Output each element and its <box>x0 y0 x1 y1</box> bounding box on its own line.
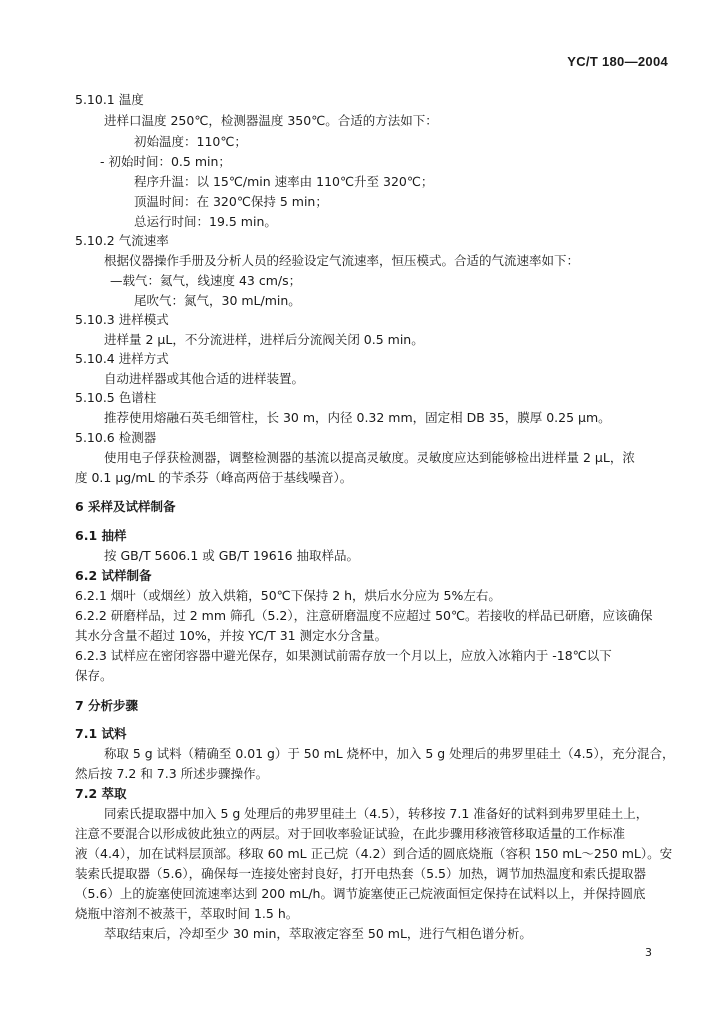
paragraph-line: 使用电子俘获检测器，调整检测器的基流以提高灵敏度。灵敏度应达到能够检出进样量 2 μL，浓 <box>104 450 635 465</box>
page-number: 3 <box>645 946 652 959</box>
paragraph-line: 6.2.2 研磨样品，过 2 mm 筛孔（5.2），注意研磨温度不应超过 50℃。若接收的样品已研磨，应该确保 <box>75 608 653 623</box>
paragraph-line: 同索氏提取器中加入 5 g 处理后的弗罗里硅土（4.5），转移按 7.1 准备好的试料到弗罗里硅土上， <box>104 806 649 821</box>
paragraph-line: 按 GB/T 5606.1 或 GB/T 19616 抽取样品。 <box>104 548 360 563</box>
paragraph-line: 6.2.3 试样应在密闭容器中避光保存，如果测试前需存放一个月以上，应放入冰箱内于 -18℃以下 <box>75 648 612 663</box>
section-heading: 6 采样及试样制备 <box>75 499 176 514</box>
subsection-heading: 5.10.1 温度 <box>75 92 144 107</box>
subsection-heading: 5.10.5 色谱柱 <box>75 390 157 405</box>
subsection-heading: 7.1 试料 <box>75 726 127 741</box>
paragraph-line: 推荐使用熔融石英毛细管柱，长 30 m，内径 0.32 mm，固定相 DB 35，膜厚 0.25 μm。 <box>104 410 611 425</box>
paragraph-line: 进样口温度 250℃，检测器温度 350℃。合适的方法如下： <box>104 113 438 128</box>
paragraph-line: 烧瓶中溶剂不被蒸干，萃取时间 1.5 h。 <box>75 906 299 921</box>
subsection-heading: 5.10.3 进样模式 <box>75 312 169 327</box>
paragraph-line: 其水分含量不超过 10%，并按 YC/T 31 测定水分含量。 <box>75 628 388 643</box>
subsection-heading: 6.1 抽样 <box>75 528 127 543</box>
subsection-heading: 5.10.6 检测器 <box>75 430 157 445</box>
paragraph-line: 液（4.4），加在试料层顶部。移取 60 mL 正己烷（4.2）到合适的圆底烧瓶（容积 150 mL～250 mL）。安 <box>75 846 673 861</box>
paragraph-line: 根据仪器操作手册及分析人员的经验设定气流速率，恒压模式。合适的气流速率如下： <box>104 253 580 268</box>
paragraph-line: 然后按 7.2 和 7.3 所述步骤操作。 <box>75 766 269 781</box>
paragraph-line: 注意不要混合以形成彼此独立的两层。对于回收率验证试验，在此步骤用移液管移取适量的工作标准 <box>75 826 626 841</box>
paragraph-line: 6.2.1 烟叶（或烟丝）放入烘箱，50℃下保持 2 h，烘后水分应为 5%左右。 <box>75 588 501 603</box>
paragraph-line: 称取 5 g 试料（精确至 0.01 g）于 50 mL 烧杯中，加入 5 g 处理后的弗罗里硅土（4.5），充分混合， <box>104 746 675 761</box>
list-item: 尾吹气：氮气，30 mL/min。 <box>134 293 301 308</box>
list-item: 总运行时间：19.5 min。 <box>134 214 277 229</box>
list-item: - 初始时间：0.5 min； <box>100 154 231 169</box>
list-item: 初始温度：110℃； <box>134 134 247 149</box>
paragraph-line: 装索氏提取器（5.6），确保每一连接处密封良好，打开电热套（5.5）加热，调节加热温度和索氏提取器 <box>75 866 647 881</box>
subsection-heading: 5.10.2 气流速率 <box>75 233 169 248</box>
subsection-heading: 5.10.4 进样方式 <box>75 351 169 366</box>
paragraph-line: 萃取结束后，冷却至少 30 min，萃取液定容至 50 mL，进行气相色谱分析。 <box>104 926 532 941</box>
section-heading: 7 分析步骤 <box>75 698 139 713</box>
subsection-heading: 6.2 试样制备 <box>75 568 152 583</box>
list-item: 顶温时间：在 320℃保持 5 min； <box>134 194 328 209</box>
paragraph-line: （5.6）上的旋塞使回流速率达到 200 mL/h。调节旋塞使正己烷液面恒定保持在试料以上，并保持圆底 <box>75 886 646 901</box>
document-code-header: YC/T 180—2004 <box>567 54 668 69</box>
paragraph-line: 保存。 <box>75 668 113 683</box>
list-item: 程序升温：以 15℃/min 速率由 110℃升至 320℃； <box>134 174 434 189</box>
paragraph-line: 自动进样器或其他合适的进样装置。 <box>104 371 305 386</box>
paragraph-line: 度 0.1 μg/mL 的苄杀芬（峰高两倍于基线噪音）。 <box>75 470 353 485</box>
subsection-heading: 7.2 萃取 <box>75 786 127 801</box>
paragraph-line: 进样量 2 μL，不分流进样，进样后分流阀关闭 0.5 min。 <box>104 332 424 347</box>
list-item: —载气：氦气，线速度 43 cm/s； <box>110 273 302 288</box>
